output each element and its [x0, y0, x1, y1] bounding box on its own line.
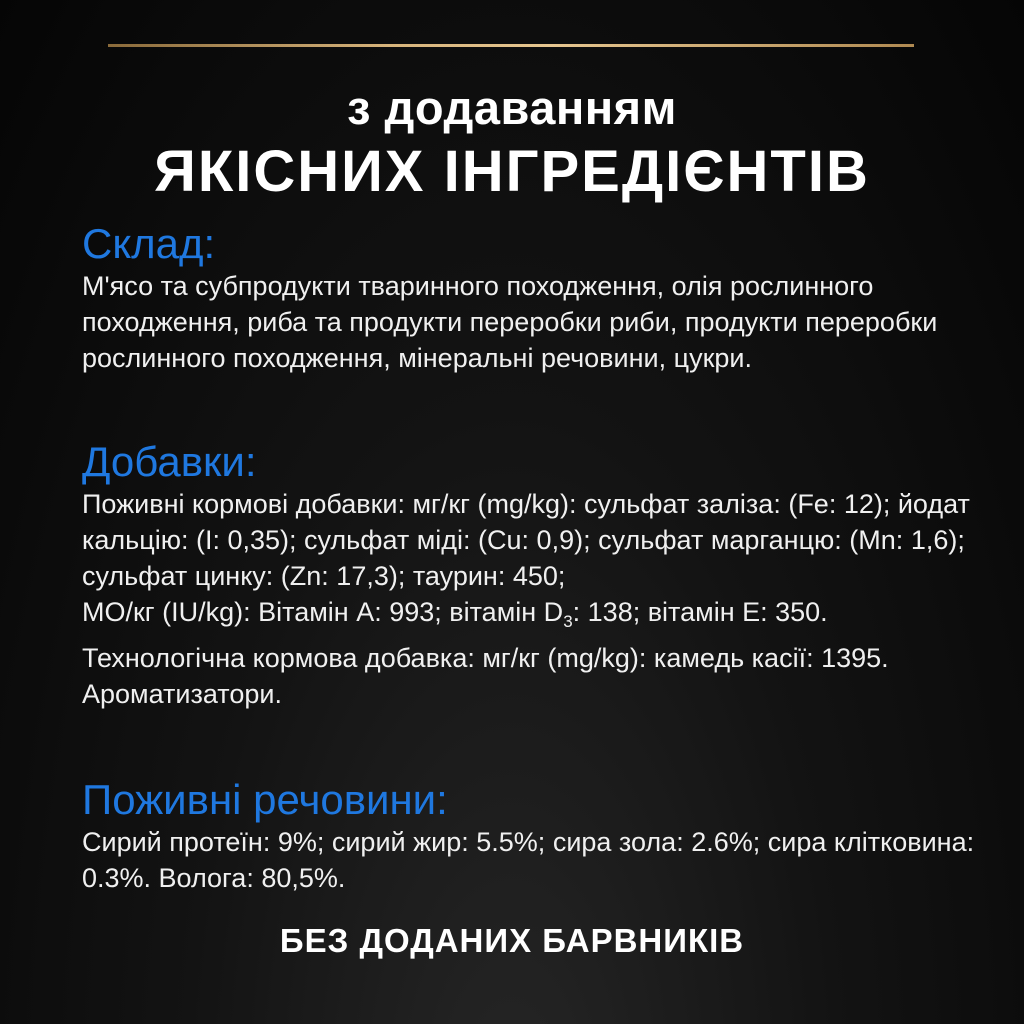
title-line-2: ЯКІСНИХ ІНГРЕДІЄНТІВ [154, 139, 870, 204]
additives-nutritional-line: Поживні кормові добавки: мг/кг (mg/kg): сульфат заліза: (Fe: 12); йодат кальцію: (I: 0,35); сульфат міді: (Cu: 0,9); сульфат марганцю: (Mn: 1,6); сульфат цинку: (Zn: 17,3); таурин: 450; [82, 489, 970, 591]
gold-divider [108, 44, 914, 47]
composition-text: М'ясо та субпродукти тваринного походження, олія рослинного походження, риба та продукти переробки риби, продукти переробки рослинного походження, мінеральні речовини, цукри. [82, 271, 938, 373]
additives-vitamins-line [82, 594, 982, 640]
vitamins-prefix: МО/кг (IU/kg): Вітамін A: 993; вітамін D [82, 597, 564, 627]
additives-text [82, 486, 982, 712]
nutrients-section [82, 778, 982, 896]
nutrients-heading: Поживні речовини: [82, 776, 448, 823]
vitamin-d-subscript: 3 [563, 612, 573, 631]
footer-claim: БЕЗ ДОДАНИХ БАРВНИКІВ [279, 922, 745, 959]
composition-heading: Склад: [82, 220, 216, 267]
vitamins-suffix: : 138; вітамін E: 350. [572, 597, 828, 627]
additives-technological-line: Технологічна кормова добавка: мг/кг (mg/kg): камедь касії: 1395. Ароматизатори. [82, 643, 889, 709]
additives-section [82, 440, 982, 712]
nutrients-text: Сирий протеїн: 9%; сирий жир: 5.5%; сира зола: 2.6%; сира клітковина: 0.3%. Волога: 80,5%. [82, 827, 975, 893]
title-line-1: з додаванням [347, 81, 677, 134]
additives-heading: Добавки: [82, 438, 257, 485]
composition-section [82, 222, 982, 376]
